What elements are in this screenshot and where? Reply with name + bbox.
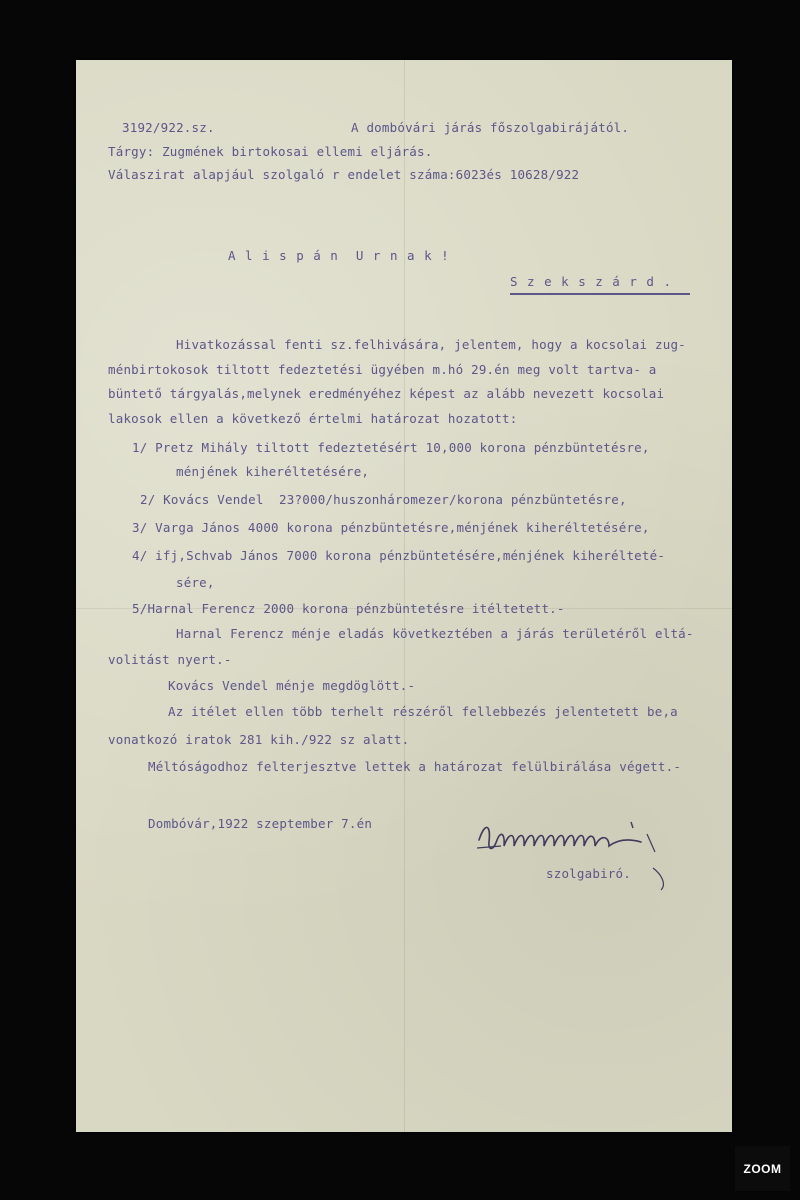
- body-line: Hivatkozással fenti sz.felhivására, jelentem, hogy a kocsolai zug-: [176, 337, 686, 352]
- body-line: 5/Harnal Ferencz 2000 korona pénzbüntetésre itéltetett.-: [132, 601, 565, 616]
- salutation: A l i s p á n U r n a k !: [228, 248, 450, 263]
- reference-number: 3192/922.sz.: [122, 120, 215, 135]
- body-line: Harnal Ferencz ménje eladás következtében a járás területéről eltá-: [176, 626, 694, 641]
- body-line: büntető tárgyalás,melynek eredményéhez képest az alább nevezett kocsolai: [108, 386, 665, 401]
- body-line: Kovács Vendel ménje megdöglött.-: [168, 678, 416, 693]
- issuer-line: A dombóvári járás főszolgabirájától.: [351, 120, 630, 135]
- body-line: 3/ Varga János 4000 korona pénzbüntetésre,ménjének kiheréltetésére,: [132, 520, 650, 535]
- document-page: [76, 60, 732, 1132]
- heading-underline: [510, 293, 690, 295]
- fold-line-vertical: [404, 60, 405, 1132]
- reference-decree-line: Válaszirat alapjául szolgaló r endelet száma:6023és 10628/922: [108, 167, 580, 182]
- body-line: Méltóságodhoz felterjesztve lettek a határozat felülbirálása végett.-: [148, 759, 682, 774]
- body-line: volitást nyert.-: [108, 652, 232, 667]
- subject-line: Tárgy: Zugmének birtokosai ellemi eljárás.: [108, 144, 433, 159]
- body-line: Az itélet ellen több terhelt részéről fellebbezés jelentetett be,a: [168, 704, 678, 719]
- body-line: vonatkozó iratok 281 kih./922 sz alatt.: [108, 732, 410, 747]
- body-line: ménbirtokosok tiltott fedeztetési ügyében m.hó 29.én meg volt tartva- a: [108, 362, 657, 377]
- body-line: 4/ ifj,Schvab János 7000 korona pénzbüntetésére,ménjének kiherélteté-: [132, 548, 666, 563]
- body-line: 2/ Kovács Vendel 23?000/huszonháromezer/korona pénzbüntetésre,: [140, 492, 627, 507]
- date-line: Dombóvár,1922 szeptember 7.én: [148, 816, 373, 831]
- body-line: lakosok ellen a következő értelmi határozat hozatott:: [108, 411, 518, 426]
- body-line: sére,: [176, 575, 215, 590]
- place-heading: S z e k s z á r d .: [510, 274, 672, 289]
- zoom-watermark-logo: ZOOM: [735, 1146, 790, 1191]
- body-line: ménjének kiheréltetésére,: [176, 464, 370, 479]
- body-line: 1/ Pretz Mihály tiltott fedeztetésért 10,000 korona pénzbüntetésre,: [132, 440, 650, 455]
- signer-title: szolgabiró.: [546, 866, 631, 881]
